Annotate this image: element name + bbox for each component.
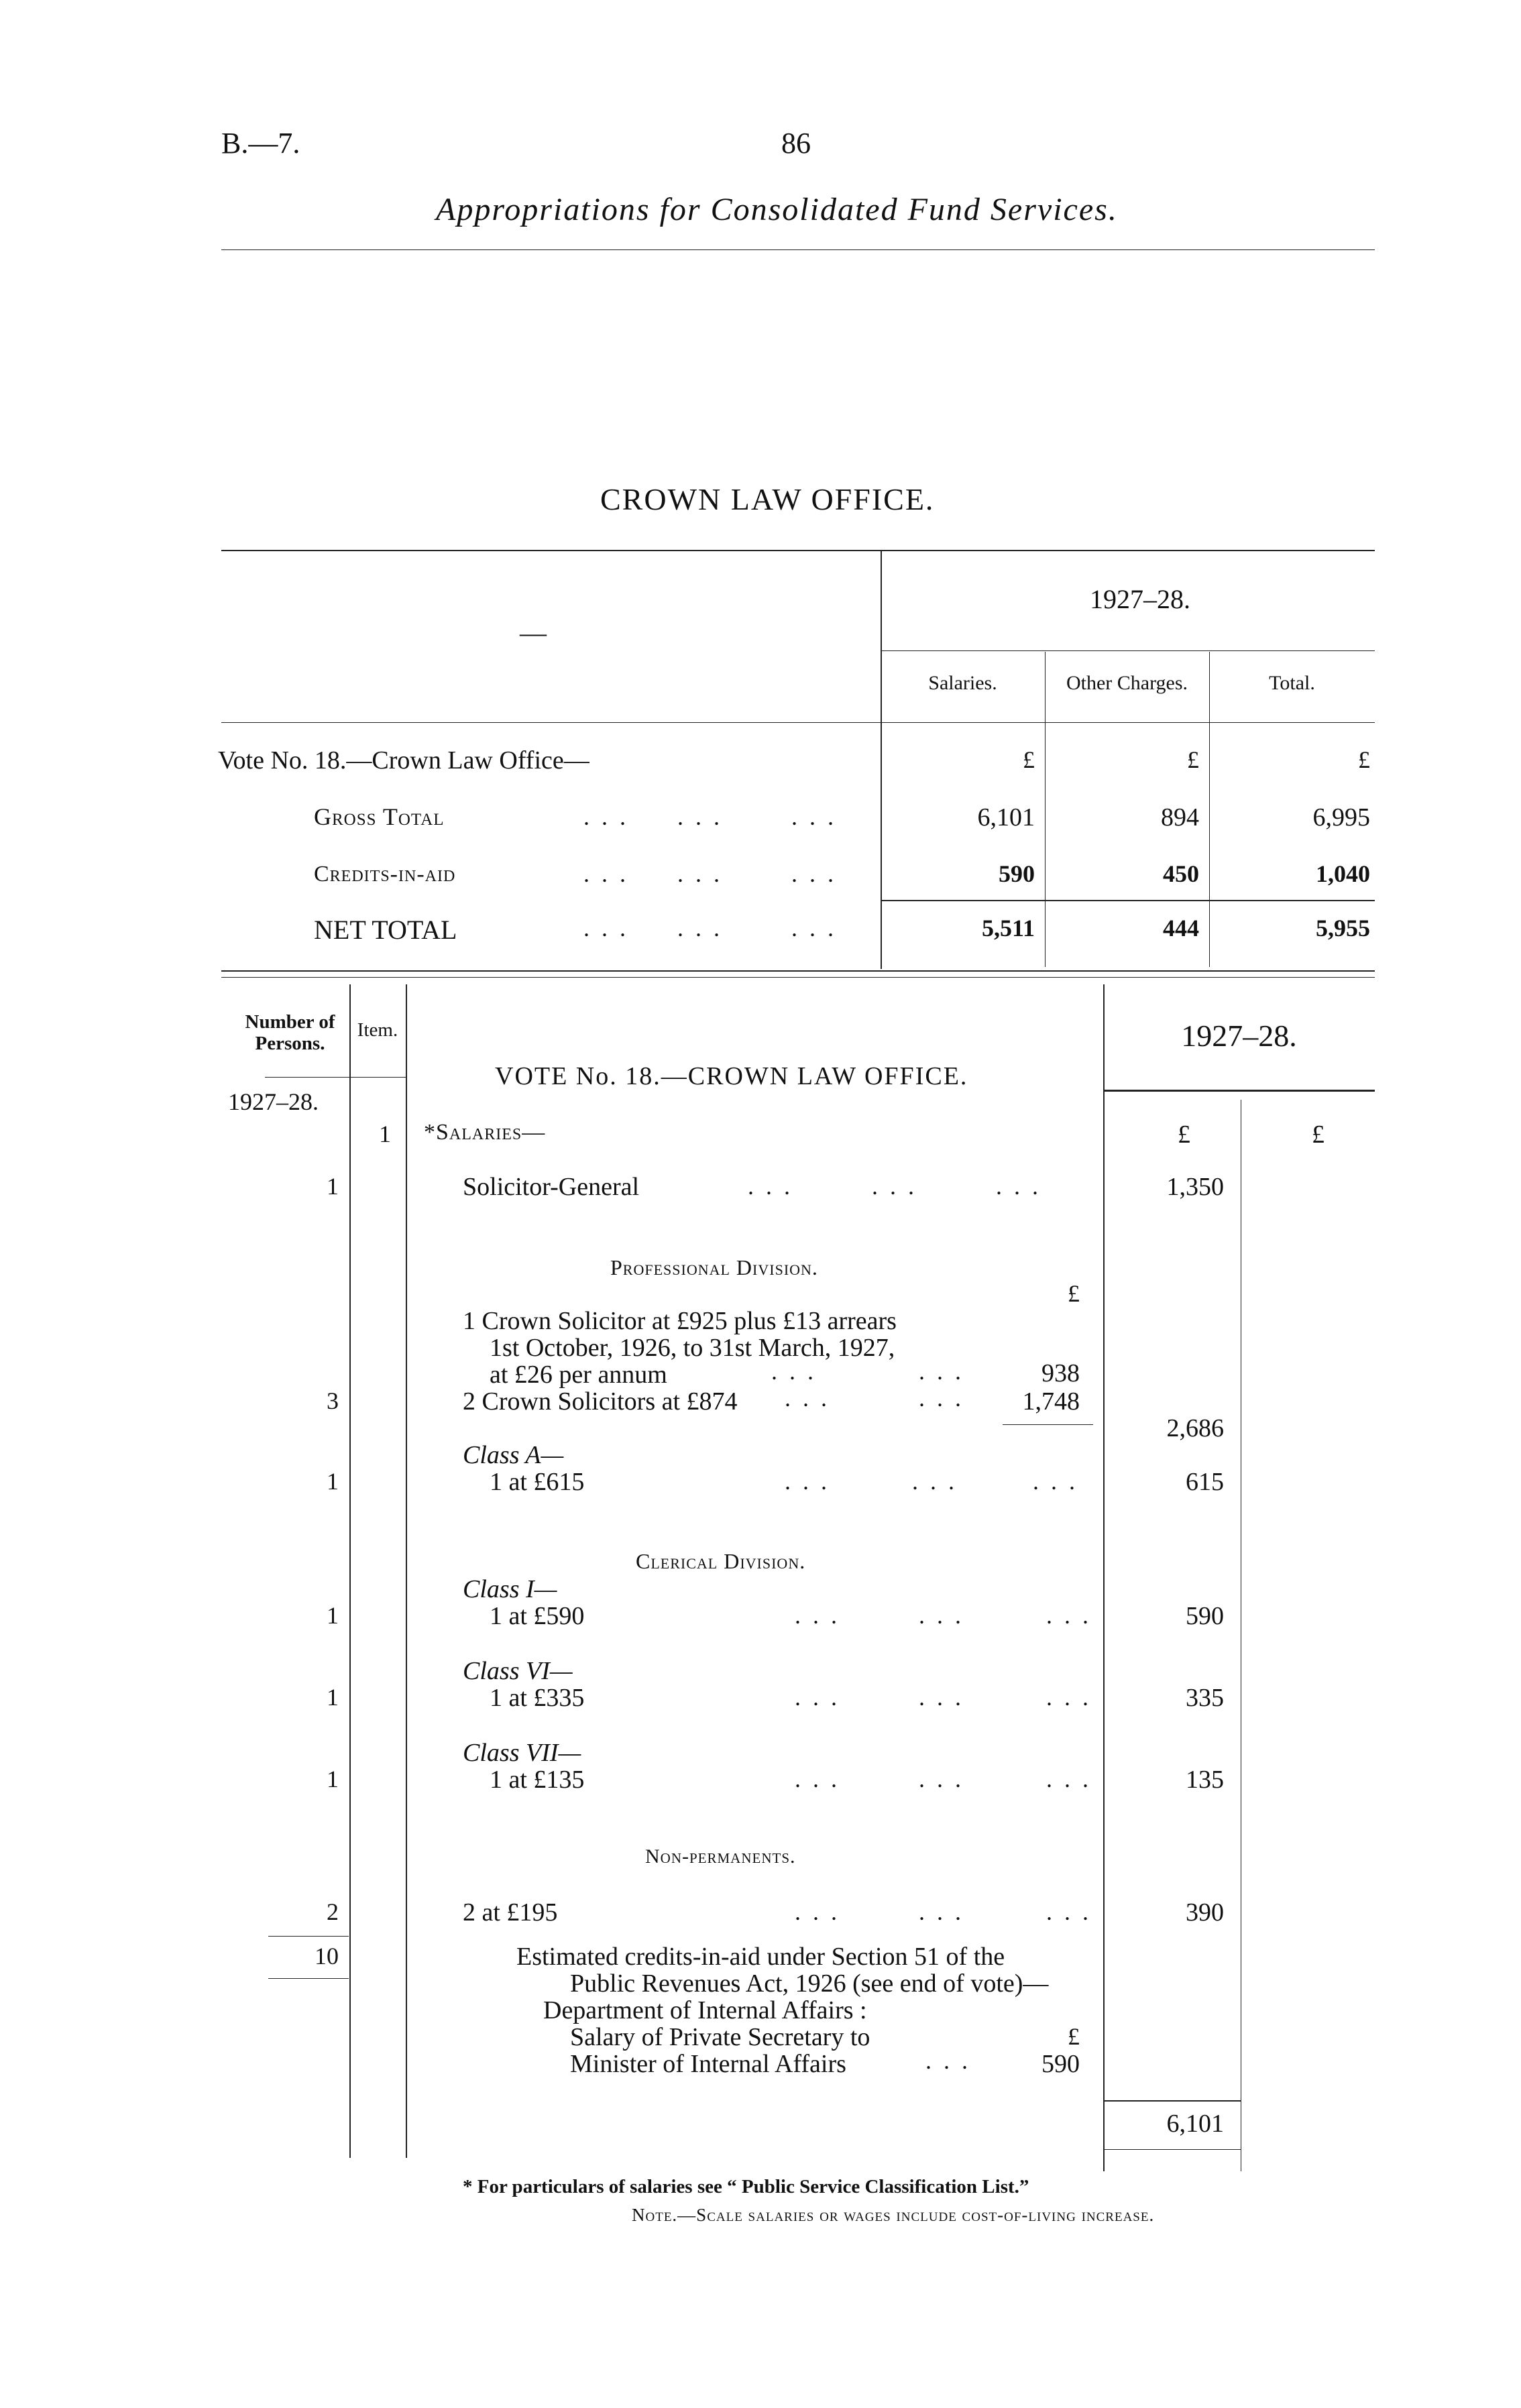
- credits-line-2: Public Revenues Act, 1926 (see end of vote)—: [570, 1969, 1049, 1998]
- leader-dots: ...: [785, 1468, 839, 1495]
- persons-count: 3: [327, 1387, 339, 1414]
- amount-header-rule: [1103, 1090, 1375, 1092]
- item-divider: [406, 984, 407, 2158]
- leader-dots: ...: [795, 1766, 849, 1792]
- leader-dots: ...: [919, 1602, 973, 1629]
- leader-dots: ...: [1046, 1684, 1101, 1711]
- header-rule: [221, 249, 1375, 250]
- leader-dots: ...: [785, 1385, 839, 1412]
- col-number-of-persons: Number of Persons.: [245, 1011, 335, 1054]
- summary-bottom-rule-2: [221, 977, 1375, 978]
- leader-dots: ...: [791, 803, 846, 830]
- persons-header-rule: [265, 1077, 406, 1078]
- leader-dots: ...: [583, 803, 638, 830]
- office-title: CROWN LAW OFFICE.: [600, 482, 935, 516]
- leader-dots: ...: [1046, 1898, 1101, 1925]
- credits-pound: £: [1068, 2023, 1080, 2050]
- summary-top-rule: [221, 550, 1375, 551]
- page-reference: B.—7.: [221, 127, 300, 160]
- year-amounts: 1927–28.: [1181, 1019, 1297, 1053]
- crown-solicitor-amount: 938: [1041, 1359, 1080, 1387]
- crown-solicitors-amount: 1,748: [1022, 1387, 1080, 1416]
- summary-bottom-rule: [221, 970, 1375, 972]
- leader-dots: ...: [771, 1358, 826, 1385]
- persons-count: 1: [327, 1468, 339, 1495]
- leader-dots: ...: [795, 1684, 849, 1711]
- leader-dots: ...: [919, 1766, 973, 1792]
- credits-line-4: Salary of Private Secretary to: [570, 2023, 870, 2051]
- persons-divider: [349, 984, 351, 2158]
- row-amount: 390: [1186, 1898, 1224, 1927]
- value-total: 5,955: [1316, 915, 1370, 941]
- col-salaries: Salaries.: [928, 672, 997, 694]
- running-title: Appropriations for Consolidated Fund Services.: [436, 192, 1118, 227]
- row-label: Gross Total: [314, 803, 445, 830]
- value-total: 1,040: [1316, 860, 1370, 887]
- row-amount: 335: [1186, 1684, 1224, 1712]
- professional-division-heading: Professional Division.: [610, 1255, 818, 1279]
- persons-total-rule-bottom: [268, 1978, 349, 1979]
- class-1-heading: Class I—: [463, 1575, 557, 1603]
- summary-header-rule: [221, 722, 1375, 723]
- year-persons: 1927–28.: [228, 1088, 319, 1115]
- persons-count: 1: [327, 1766, 339, 1792]
- pound-symbol: £: [1178, 1121, 1190, 1149]
- leader-dots: ...: [925, 2047, 980, 2074]
- professional-subtotal: 2,686: [1166, 1414, 1224, 1442]
- persons-count: 1: [327, 1173, 339, 1200]
- year-rule: [881, 650, 1375, 651]
- leader-dots: ...: [919, 1358, 973, 1385]
- grand-total: 6,101: [1166, 2110, 1224, 2138]
- crown-solicitor-line-2: 1st October, 1926, to 31st March, 1927,: [490, 1334, 895, 1362]
- value-salaries: 5,511: [981, 915, 1035, 941]
- leader-dots: ...: [919, 1684, 973, 1711]
- credits-line-5: Minister of Internal Affairs: [570, 2050, 846, 2078]
- row-label: 1 at £615: [490, 1468, 585, 1496]
- credits-line-3: Department of Internal Affairs :: [543, 1996, 867, 2024]
- row-label: 2 Crown Solicitors at £874: [463, 1387, 738, 1416]
- pound-symbol: £: [1312, 1121, 1325, 1149]
- row-label: Solicitor-General: [463, 1173, 640, 1201]
- persons-total: 10: [315, 1943, 339, 1969]
- value-salaries: 6,101: [977, 803, 1035, 832]
- credits-line-1: Estimated credits-in-aid under Section 51 of the: [516, 1943, 1005, 1971]
- row-label: 1 at £135: [490, 1766, 585, 1794]
- class-a-heading: Class A—: [463, 1441, 564, 1469]
- page-number: 86: [781, 127, 811, 160]
- leader-dots: ...: [791, 915, 846, 941]
- value-other: 444: [1163, 915, 1199, 941]
- currency-other: £: [1187, 746, 1199, 773]
- item-number: 1: [379, 1121, 391, 1147]
- row-amount: 135: [1186, 1766, 1224, 1794]
- leader-dots: ...: [919, 1385, 973, 1412]
- row-label: NET TOTAL: [314, 915, 457, 945]
- class-7-heading: Class VII—: [463, 1739, 581, 1767]
- clerical-division-heading: Clerical Division.: [636, 1549, 806, 1573]
- value-salaries: 590: [999, 860, 1035, 887]
- col-item: Item.: [357, 1019, 398, 1041]
- leader-dots: ...: [996, 1173, 1050, 1200]
- leader-dots: ...: [677, 803, 732, 830]
- credits-amount: 590: [1041, 2050, 1080, 2078]
- summary-stub-dash: —: [520, 618, 547, 648]
- leader-dots: ...: [1046, 1766, 1101, 1792]
- leader-dots: ...: [912, 1468, 966, 1495]
- col-total: Total.: [1269, 672, 1315, 694]
- leader-dots: ...: [748, 1173, 802, 1200]
- col-other-charges: Other Charges.: [1066, 672, 1188, 694]
- leader-dots: ...: [791, 860, 846, 887]
- amount-divider: [1103, 984, 1105, 2171]
- grand-total-bottom-rule: [1103, 2149, 1241, 2150]
- summary-year: 1927–28.: [1090, 584, 1190, 614]
- footnote-note: Note.—Scale salaries or wages include cost-of-living increase.: [632, 2205, 1155, 2225]
- row-label: 2 at £195: [463, 1898, 558, 1927]
- leader-dots: ...: [919, 1898, 973, 1925]
- leader-dots: ...: [1046, 1602, 1101, 1629]
- class-6-heading: Class VI—: [463, 1657, 573, 1685]
- row-amount: 615: [1186, 1468, 1224, 1496]
- leader-dots: ...: [677, 860, 732, 887]
- salaries-heading: *Salaries—: [424, 1120, 546, 1145]
- row-label: 1 at £335: [490, 1684, 585, 1712]
- leader-dots: ...: [583, 915, 638, 941]
- value-total: 6,995: [1312, 803, 1370, 832]
- leader-dots: ...: [795, 1898, 849, 1925]
- row-amount: 590: [1186, 1602, 1224, 1630]
- persons-total-rule: [268, 1936, 349, 1937]
- leader-dots: ...: [795, 1602, 849, 1629]
- leader-dots: ...: [583, 860, 638, 887]
- vote-line: Vote No. 18.—Crown Law Office—: [218, 746, 589, 775]
- pound-symbol: £: [1068, 1280, 1080, 1307]
- vote-title: VOTE No. 18.—CROWN LAW OFFICE.: [495, 1062, 968, 1090]
- currency-total: £: [1358, 746, 1370, 773]
- row-label: 1 at £590: [490, 1602, 585, 1630]
- persons-count: 1: [327, 1602, 339, 1629]
- subtotal-rule: [1003, 1424, 1093, 1425]
- grand-total-rule: [1103, 2100, 1241, 2102]
- crown-solicitor-line-3: at £26 per annum: [490, 1361, 667, 1389]
- footnote-asterisk: * For particulars of salaries see “ Public Service Classification List.”: [463, 2176, 1029, 2197]
- row-label: Credits-in-aid: [314, 862, 456, 886]
- row-amount: 1,350: [1166, 1173, 1224, 1201]
- nonpermanents-heading: Non-permanents.: [645, 1845, 796, 1868]
- crown-solicitor-line-1: 1 Crown Solicitor at £925 plus £13 arrears: [463, 1307, 897, 1335]
- leader-dots: ...: [1033, 1468, 1087, 1495]
- currency-salaries: £: [1023, 746, 1035, 773]
- value-other: 894: [1161, 803, 1199, 832]
- persons-count: 1: [327, 1684, 339, 1711]
- persons-count: 2: [327, 1898, 339, 1925]
- value-other: 450: [1163, 860, 1199, 887]
- net-total-rule: [881, 900, 1375, 901]
- leader-dots: ...: [677, 915, 732, 941]
- leader-dots: ...: [872, 1173, 926, 1200]
